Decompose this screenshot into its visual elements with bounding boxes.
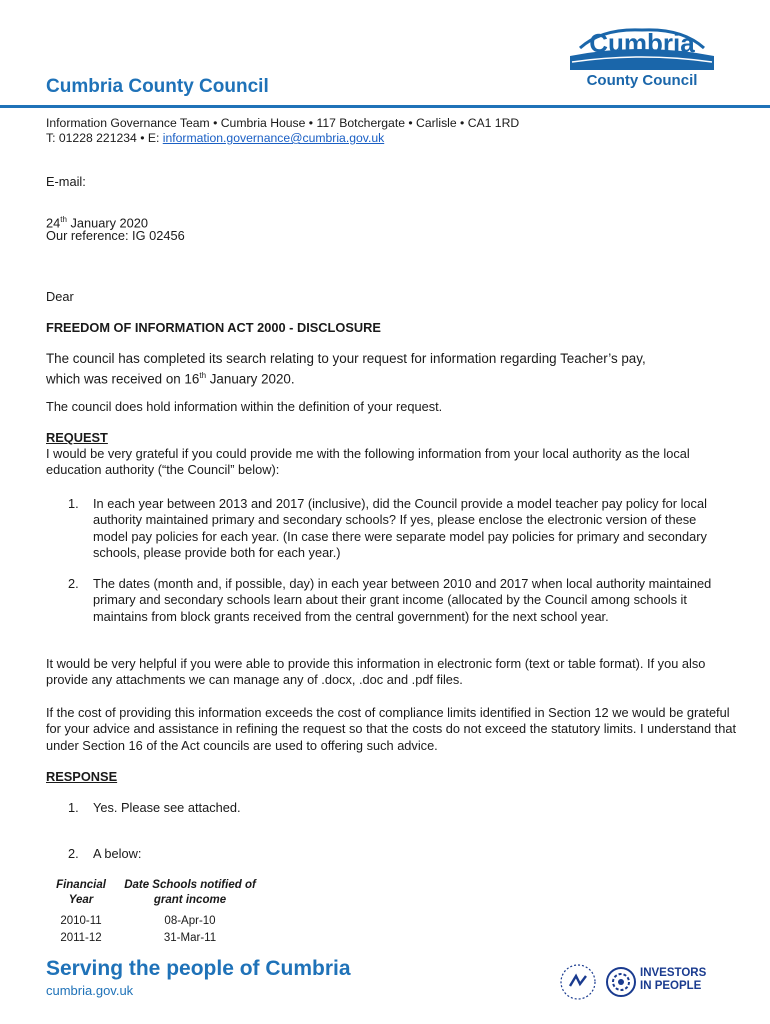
phone-text: T: 01228 221234 • E: bbox=[46, 131, 163, 145]
date-day: 24 bbox=[46, 215, 61, 231]
response-item-2-number: 2. bbox=[68, 846, 79, 861]
paragraph-1 bbox=[46, 350, 736, 387]
organisation-title: Cumbria County Council bbox=[46, 76, 269, 97]
response-item-1-number: 1. bbox=[68, 800, 79, 815]
header-rule bbox=[0, 105, 770, 108]
logo-main-text: Cumbria bbox=[589, 28, 695, 58]
investors-in-people-icon bbox=[604, 965, 638, 999]
accreditation-badges bbox=[558, 962, 718, 1002]
paragraph-1-line-b bbox=[46, 367, 736, 387]
table-cell-date: 08-Apr-10 bbox=[164, 915, 216, 927]
badge-text-line-1: INVESTORS bbox=[640, 967, 707, 979]
table-cell-year: 2011-12 bbox=[60, 932, 102, 944]
request-item-1 bbox=[68, 496, 728, 561]
email-label: E-mail: bbox=[46, 174, 86, 189]
request-intro: I would be very grateful if you could provide me with the following information from your local authority as the local education authority (“the Council” below): bbox=[46, 446, 690, 478]
table-header-row bbox=[46, 878, 260, 908]
paragraph-1-line-a: The council has completed its search relating to your request for information regarding Teacher’s pay, bbox=[46, 351, 646, 366]
response-item-1-text: Yes. Please see attached. bbox=[93, 800, 241, 815]
request-item-1-number: 1. bbox=[68, 496, 79, 511]
date-suffix: th bbox=[60, 215, 67, 224]
response-item-2-text: A below: bbox=[93, 846, 142, 861]
badge-text-line-2: IN PEOPLE bbox=[640, 980, 702, 992]
grant-dates-table bbox=[46, 878, 260, 946]
paragraph-3: It would be very helpful if you were able to provide this information in electronic form (text or table format). If you also provide any attachments we can manage any of .docx, .doc and .pdf files. bbox=[46, 656, 706, 688]
received-suffix: th bbox=[199, 371, 207, 380]
received-date: January 2020. bbox=[206, 371, 295, 387]
request-item-2 bbox=[68, 576, 728, 625]
table-header-date-notified: Date Schools notified of grant income bbox=[124, 879, 256, 906]
contact-line bbox=[46, 130, 384, 146]
response-item-1 bbox=[68, 800, 728, 816]
reference: Our reference: IG 02456 bbox=[46, 228, 185, 243]
response-item-2 bbox=[68, 846, 728, 862]
table-cell-date: 31-Mar-11 bbox=[163, 932, 217, 944]
footer-tagline: Serving the people of Cumbria bbox=[46, 957, 351, 980]
positive-about-disabled-people-icon bbox=[558, 962, 598, 1002]
footer-url-link[interactable]: cumbria.gov.uk bbox=[46, 983, 134, 998]
date-rest: January 2020 bbox=[66, 215, 149, 231]
received-on: which was received on 16 bbox=[46, 371, 200, 387]
request-heading: REQUEST bbox=[46, 430, 108, 445]
request-item-1-text: In each year between 2013 and 2017 (inclusive), did the Council provide a model teacher pay policy for local authority maintained primary and secondary schools? If yes, please enclose the electronic version of these model pay policies for each year. (In case there were separate model pay policies for primary and secondary schools, please provide both for each year.) bbox=[93, 496, 707, 560]
table-cell-year: 2010-11 bbox=[60, 915, 102, 927]
email-link[interactable]: information.governance@cumbria.gov.uk bbox=[162, 131, 385, 145]
table-row bbox=[46, 914, 260, 929]
request-item-2-text: The dates (month and, if possible, day) in each year between 2010 and 2017 when local authority maintained primary and secondary schools learn about their grant income (allocated by the Council among schools it maintains from block grants received from the central government) for the next school year. bbox=[93, 576, 712, 624]
request-item-2-number: 2. bbox=[68, 576, 79, 591]
investors-in-people-text bbox=[640, 967, 706, 993]
paragraph-2: The council does hold information within the definition of your request. bbox=[46, 399, 443, 414]
address-line: Information Governance Team • Cumbria House • 117 Botchergate • Carlisle • CA1 1RD bbox=[46, 116, 520, 130]
logo-mark-icon bbox=[562, 26, 722, 74]
salutation: Dear bbox=[46, 289, 74, 304]
cumbria-logo bbox=[562, 26, 722, 96]
paragraph-4: If the cost of providing this information exceeds the cost of compliance limits identified in Section 12 we would be grateful for your advice and assistance in refining the request so that the costs do not exceed the statutory limits. I understand that under Section 16 of the Act councils are used to offering such advice. bbox=[46, 705, 737, 753]
table-header-financial-year: Financial Year bbox=[56, 879, 106, 906]
subject-heading: FREEDOM OF INFORMATION ACT 2000 - DISCLOSURE bbox=[46, 320, 381, 335]
response-heading: RESPONSE bbox=[46, 769, 118, 784]
logo-sub-text: County Council bbox=[586, 72, 698, 89]
table-row bbox=[46, 931, 260, 946]
